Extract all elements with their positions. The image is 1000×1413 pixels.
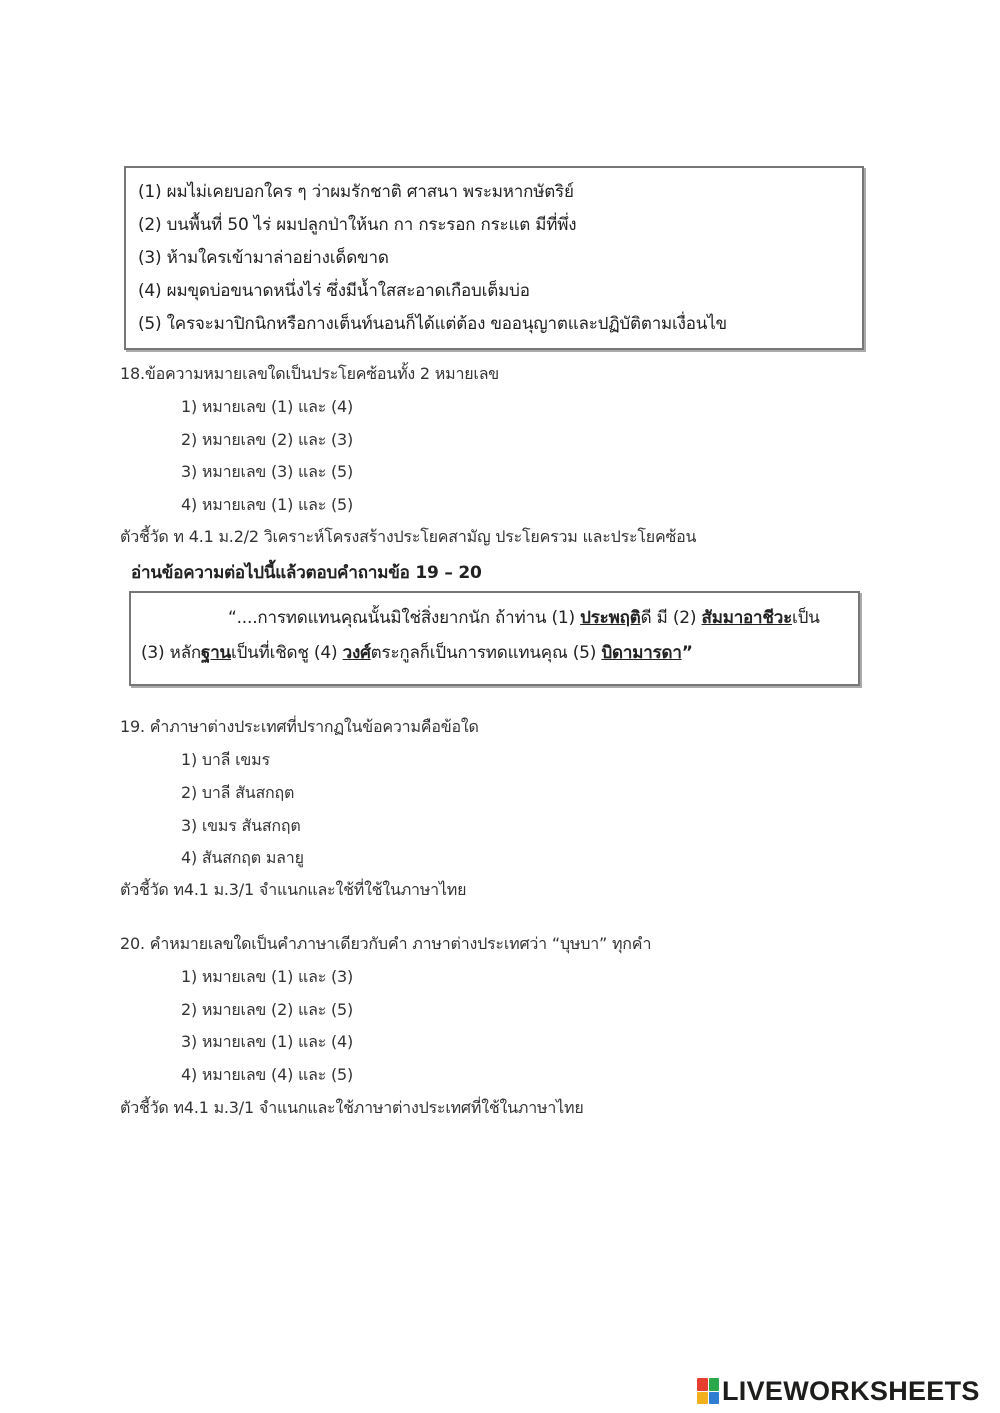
q20-indicator: ตัวชี้วัด ท4.1 ม.3/1 จำแนกและใช้ภาษาต่างประเทศที่ใช้ในภาษาไทย bbox=[120, 1098, 584, 1117]
passage-instruction: อ่านข้อความต่อไปนี้แล้วตอบคำถามข้อ 19 – 20 bbox=[131, 563, 482, 583]
statement-2: (2) บนพื้นที่ 50 ไร่ ผมปลูกป่าให้นก กา กระรอก กระแต มีที่พึ่ง bbox=[138, 215, 577, 235]
passage-text: เป็นที่เชิดชู (4) bbox=[230, 643, 343, 663]
q18-choice-3[interactable]: 3) หมายเลข (3) และ (5) bbox=[181, 462, 354, 481]
question-20: 20. คำหมายเลขใดเป็นคำภาษาเดียวกับคำ ภาษาต่างประเทศว่า “บุษบา” ทุกคำ bbox=[120, 934, 652, 953]
passage-box bbox=[129, 591, 860, 686]
q19-choice-1[interactable]: 1) บาลี เขมร bbox=[181, 750, 270, 769]
q20-choice-4[interactable]: 4) หมายเลข (4) และ (5) bbox=[181, 1065, 354, 1084]
q20-choice-2[interactable]: 2) หมายเลข (2) และ (5) bbox=[181, 1000, 354, 1019]
passage-word-5: บิดามารดา bbox=[601, 643, 682, 663]
passage-word-4: วงศ์ bbox=[342, 643, 371, 663]
q18-choice-4[interactable]: 4) หมายเลข (1) และ (5) bbox=[181, 495, 354, 514]
passage-text: “....การทดแทนคุณนั้นมิใช่สิ่งยากนัก ถ้าท่าน (1) bbox=[228, 608, 581, 628]
q20-choice-1[interactable]: 1) หมายเลข (1) และ (3) bbox=[181, 967, 354, 986]
question-18: 18.ข้อความหมายเลขใดเป็นประโยคซ้อนทั้ง 2 หมายเลข bbox=[120, 364, 500, 383]
passage-word-2: สัมมาอาชีวะ bbox=[701, 608, 793, 628]
statement-3: (3) ห้ามใครเข้ามาล่าอย่างเด็ดขาด bbox=[138, 248, 389, 268]
passage-word-3: ฐาน bbox=[201, 643, 231, 663]
liveworksheets-logo bbox=[697, 1376, 980, 1406]
logo-square-red bbox=[697, 1378, 708, 1391]
q18-choice-1[interactable]: 1) หมายเลข (1) และ (4) bbox=[181, 397, 354, 416]
q19-choice-4[interactable]: 4) สันสกฤต มลายู bbox=[181, 848, 304, 867]
q18-choice-2[interactable]: 2) หมายเลข (2) และ (3) bbox=[181, 430, 354, 449]
passage-line-2 bbox=[141, 639, 693, 666]
statement-5: (5) ใครจะมาปิกนิกหรือกางเต็นท์นอนก็ได้แต่ต้อง ขออนุญาตและปฏิบัติตามเงื่อนไข bbox=[138, 314, 727, 334]
q19-choice-3[interactable]: 3) เขมร สันสกฤต bbox=[181, 816, 301, 835]
logo-square-blue bbox=[709, 1392, 720, 1405]
passage-text: ตระกูลก็เป็นการทดแทนคุณ (5) bbox=[370, 643, 602, 663]
statements-box bbox=[124, 166, 864, 350]
q18-indicator: ตัวชี้วัด ท 4.1 ม.2/2 วิเคราะห์โครงสร้างประโยคสามัญ ประโยครวม และประโยคซ้อน bbox=[120, 527, 697, 546]
statement-1: (1) ผมไม่เคยบอกใคร ๆ ว่าผมรักชาติ ศาสนา พระมหากษัตริย์ bbox=[138, 182, 574, 202]
passage-word-1: ประพฤติ bbox=[580, 608, 641, 628]
q19-choice-2[interactable]: 2) บาลี สันสกฤต bbox=[181, 783, 295, 802]
passage-line-1 bbox=[228, 604, 820, 631]
logo-square-green bbox=[709, 1378, 720, 1391]
q19-indicator: ตัวชี้วัด ท4.1 ม.3/1 จำแนกและใช้ที่ใช้ในภาษาไทย bbox=[120, 880, 467, 899]
liveworksheets-logo-text: LIVEWORKSHEETS bbox=[722, 1375, 980, 1406]
question-19: 19. คำภาษาต่างประเทศที่ปรากฏในข้อความคือข้อใด bbox=[120, 717, 479, 736]
passage-text: (3) หลัก bbox=[141, 643, 202, 663]
liveworksheets-logo-icon bbox=[697, 1378, 719, 1404]
q20-choice-3[interactable]: 3) หมายเลข (1) และ (4) bbox=[181, 1032, 354, 1051]
passage-text: ” bbox=[681, 643, 693, 663]
passage-text: ดี มี (2) bbox=[640, 608, 702, 628]
statement-4: (4) ผมขุดบ่อขนาดหนึ่งไร่ ซึ่งมีน้ำใสสะอาดเกือบเต็มบ่อ bbox=[138, 281, 530, 301]
logo-square-yellow bbox=[697, 1392, 708, 1405]
passage-text: เป็น bbox=[792, 608, 820, 628]
